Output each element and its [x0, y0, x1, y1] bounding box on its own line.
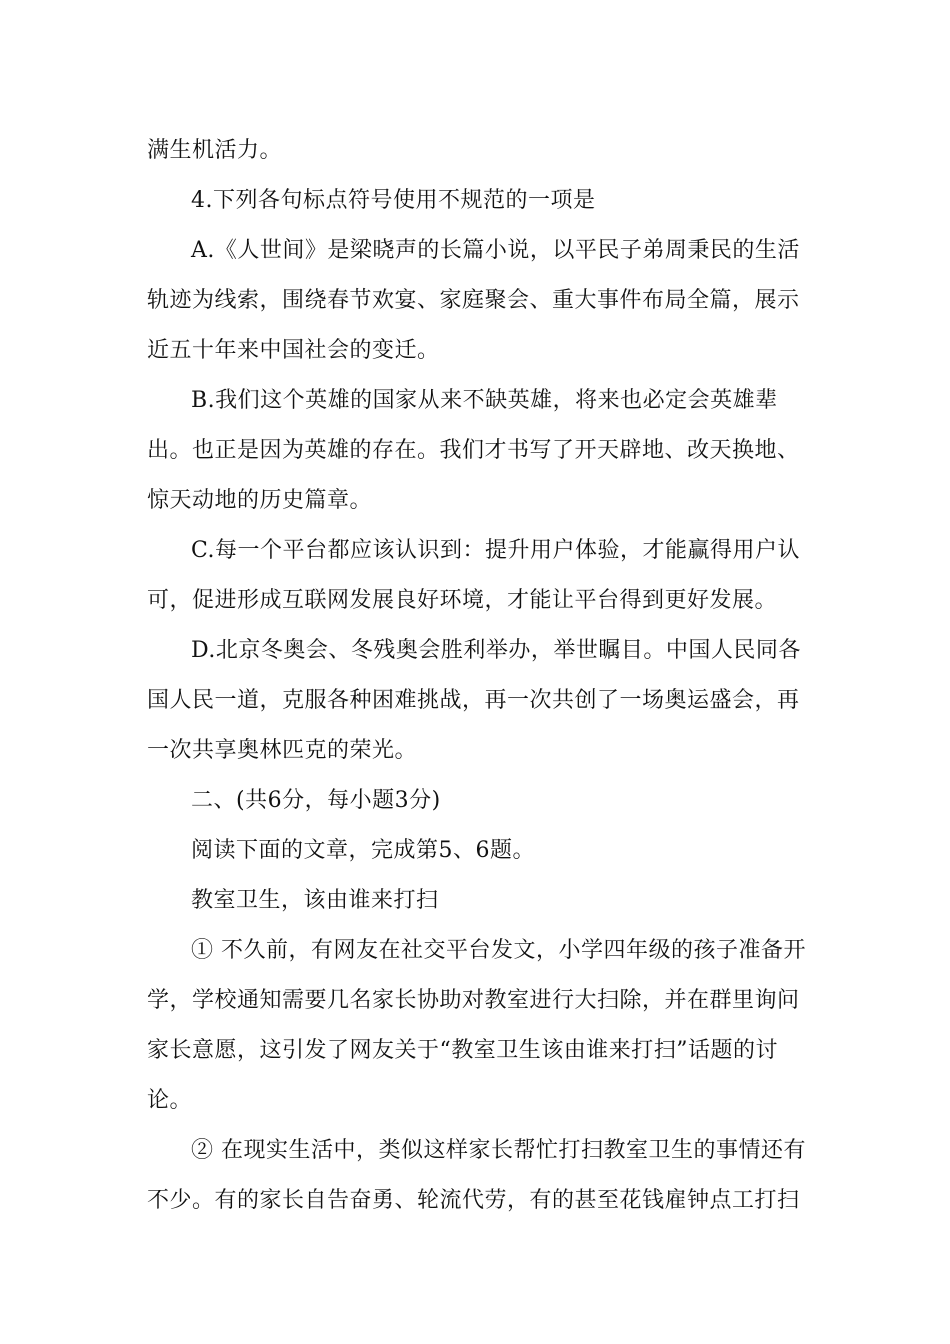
- option-d-line: 一次共享奥林匹克的荣光。: [147, 738, 418, 763]
- text-line: 满生机活力。: [147, 138, 283, 163]
- article-title: 教室卫生，该由谁来打扫: [191, 888, 439, 913]
- option-c-line: C.每一个平台都应该认识到：提升用户体验，才能赢得用户认: [191, 538, 801, 563]
- option-b-line: 出。也正是因为英雄的存在。我们才书写了开天辟地、改天换地、: [147, 438, 800, 463]
- paragraph-1-line: 家长意愿，这引发了网友关于“教室卫生该由谁来打扫”话题的讨: [147, 1038, 778, 1063]
- section-heading: 二、(共6分，每小题3分): [191, 788, 441, 813]
- option-b-line: B.我们这个英雄的国家从来不缺英雄，将来也必定会英雄辈: [191, 388, 778, 413]
- option-a-line: A.《人世间》是梁晓声的长篇小说，以平民子弟周秉民的生活: [191, 238, 800, 263]
- option-a-line: 近五十年来中国社会的变迁。: [147, 338, 440, 363]
- question-4-stem: 4.下列各句标点符号使用不规范的一项是: [191, 188, 596, 213]
- paragraph-1-line: 论。: [147, 1088, 193, 1113]
- option-d-line: D.北京冬奥会、冬残奥会胜利举办，举世瞩目。中国人民同各: [191, 638, 801, 663]
- paragraph-1-line: ① 不久前，有网友在社交平台发文，小学四年级的孩子准备开: [191, 938, 806, 963]
- paragraph-2-line: 不少。有的家长自告奋勇、轮流代劳，有的甚至花钱雇钟点工打扫: [147, 1188, 800, 1213]
- paragraph-1-line: 学，学校通知需要几名家长协助对教室进行大扫除，并在群里询问: [147, 988, 800, 1013]
- reading-instruction: 阅读下面的文章，完成第5、6题。: [191, 838, 535, 863]
- paragraph-2-line: ② 在现实生活中，类似这样家长帮忙打扫教室卫生的事情还有: [191, 1138, 806, 1163]
- option-d-line: 国人民一道，克服各种困难挑战，再一次共创了一场奥运盛会，再: [147, 688, 800, 713]
- option-b-line: 惊天动地的历史篇章。: [147, 488, 373, 513]
- option-c-line: 可，促进形成互联网发展良好环境，才能让平台得到更好发展。: [147, 588, 778, 613]
- option-a-line: 轨迹为线索，围绕春节欢宴、家庭聚会、重大事件布局全篇，展示: [147, 288, 800, 313]
